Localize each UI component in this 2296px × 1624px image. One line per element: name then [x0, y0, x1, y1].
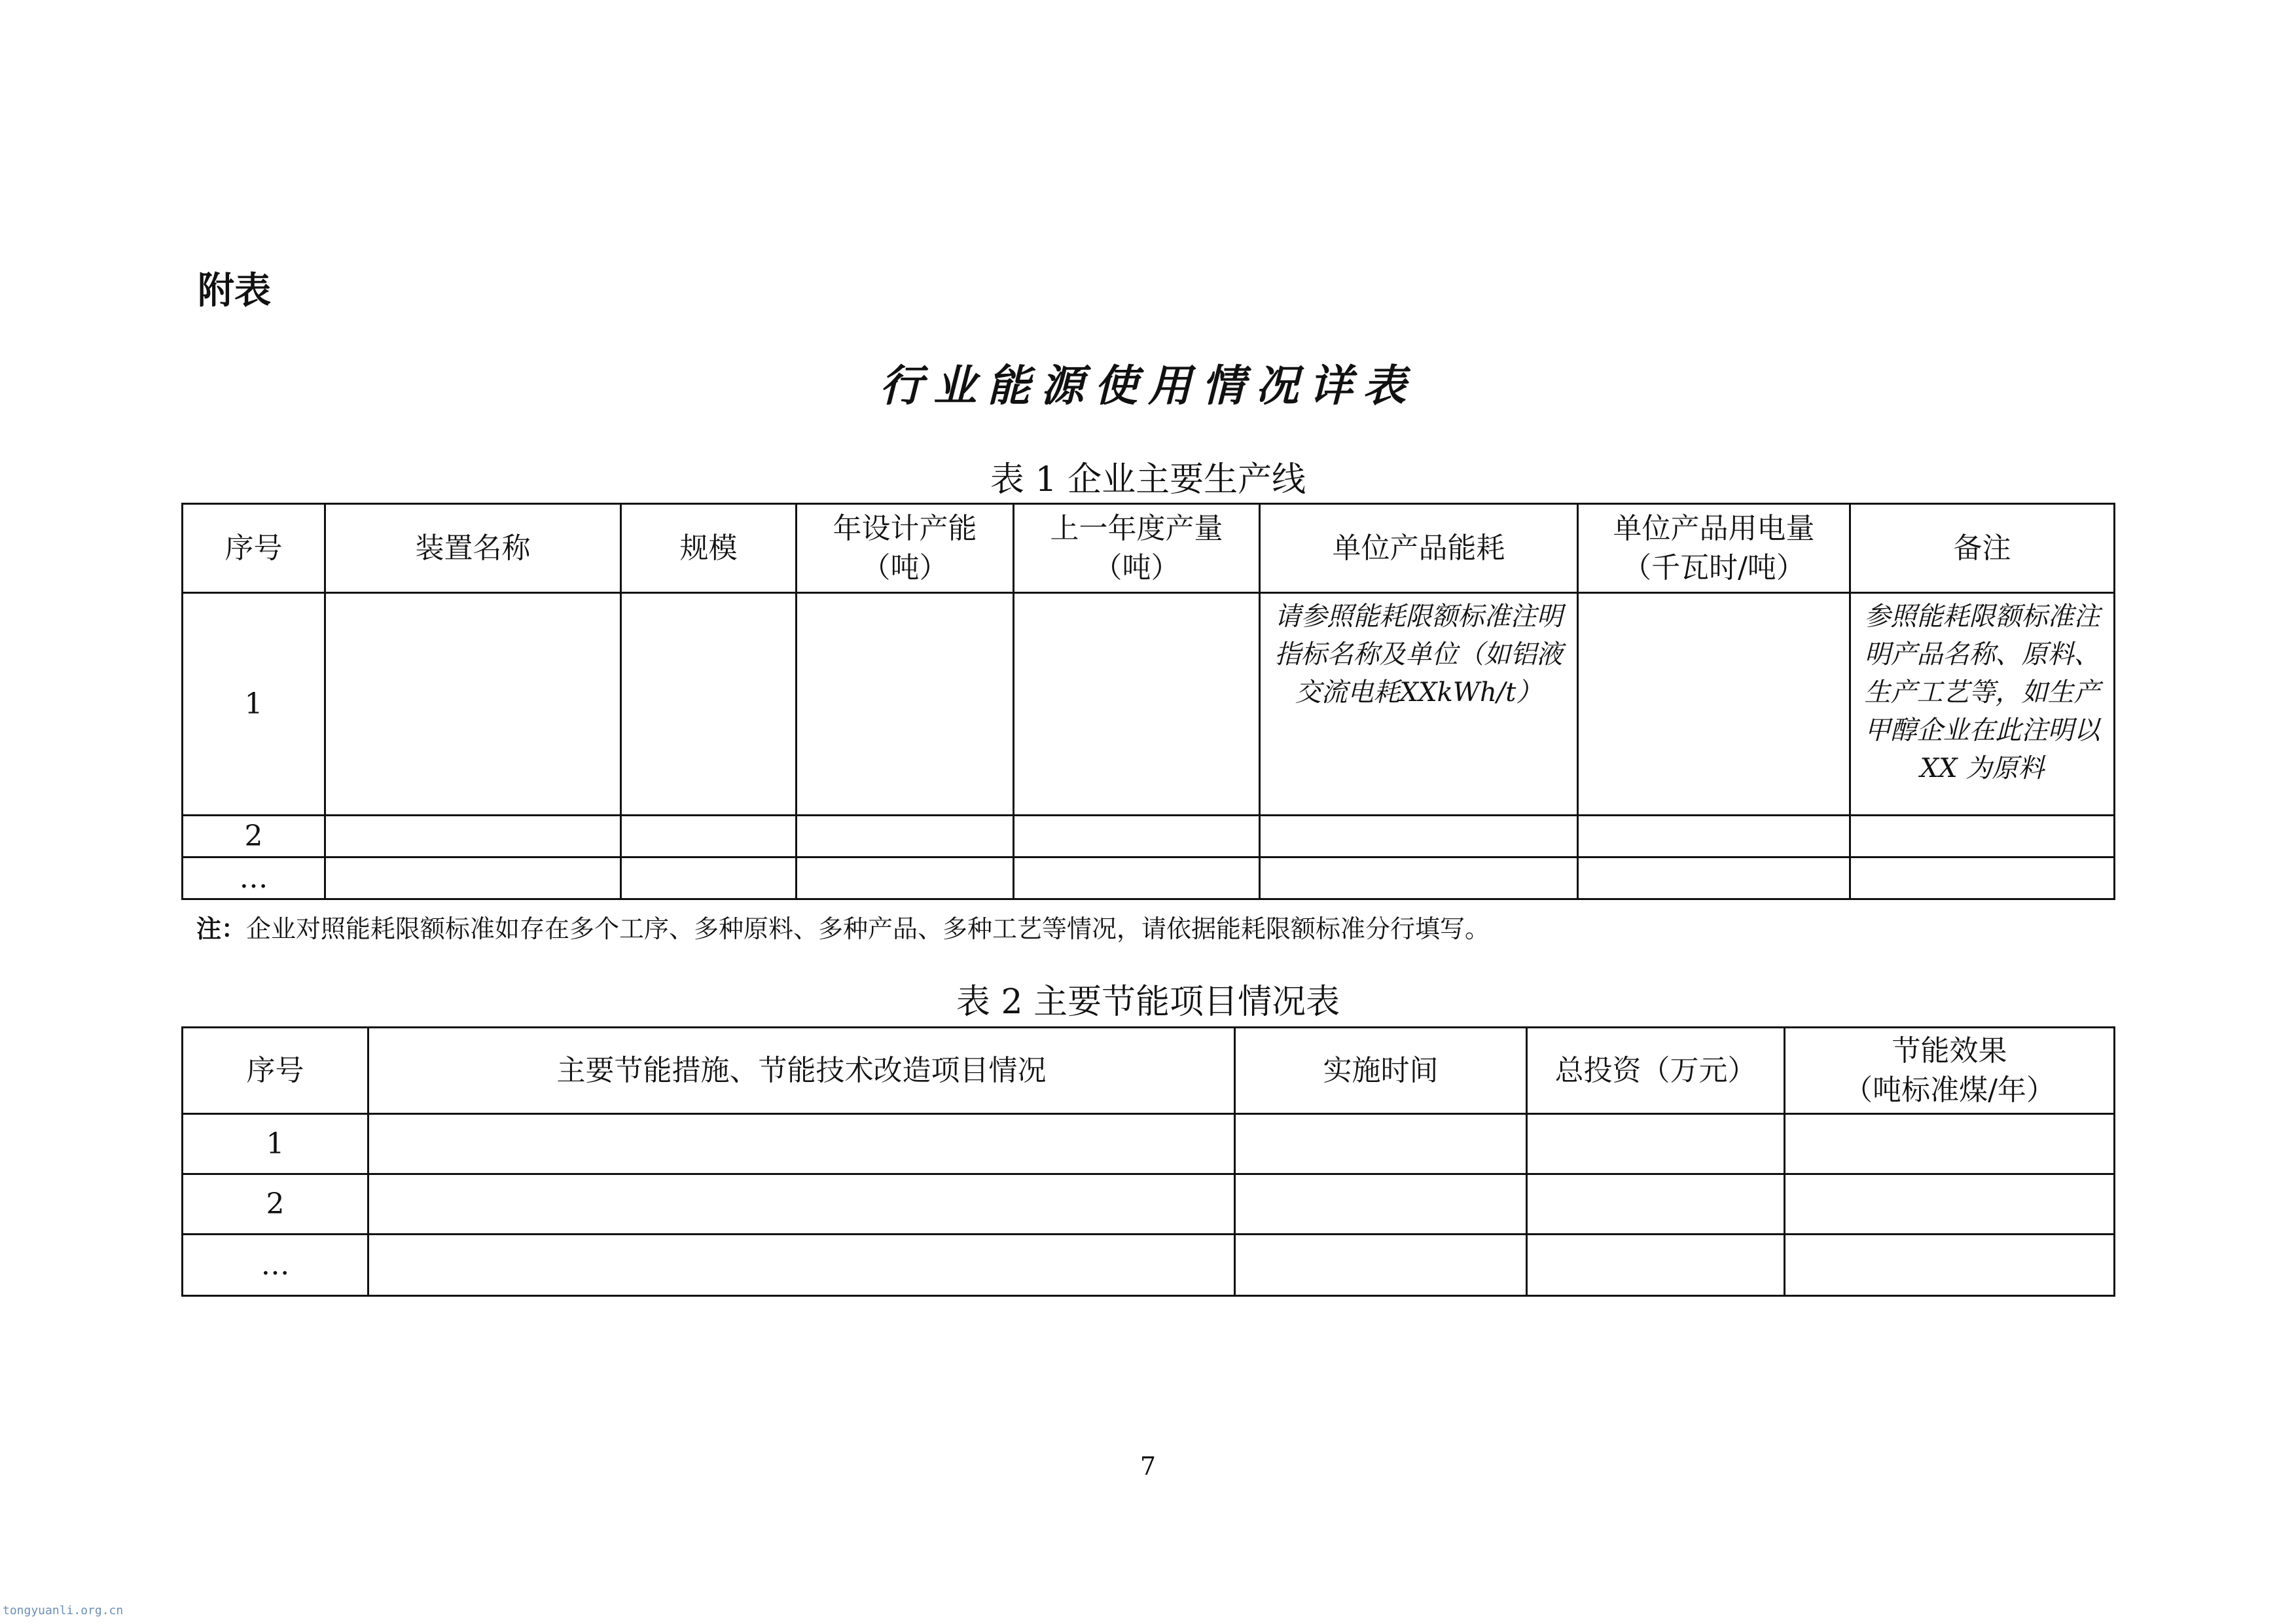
energy-cell[interactable] — [1260, 816, 1578, 857]
device-name-cell[interactable] — [325, 816, 621, 857]
effect-cell[interactable] — [1785, 1174, 2115, 1235]
investment-cell[interactable] — [1527, 1114, 1785, 1174]
effect-cell[interactable] — [1785, 1114, 2115, 1174]
remark-cell[interactable] — [1850, 857, 2115, 899]
row-number: 2 — [183, 1174, 368, 1235]
output-cell[interactable] — [1014, 816, 1260, 857]
time-cell[interactable] — [1235, 1235, 1527, 1296]
t1-header-device-name: 装置名称 — [325, 504, 621, 593]
production-lines-table — [181, 503, 2115, 900]
t1-header-remarks: 备注 — [1850, 504, 2115, 593]
table2-header-row — [183, 1028, 2115, 1114]
device-name-cell[interactable] — [325, 593, 621, 816]
t1-header-no: 序号 — [183, 504, 325, 593]
table-row — [183, 1174, 2115, 1235]
table-row — [183, 816, 2115, 857]
row-number: … — [183, 857, 325, 899]
t1-header-unit-electricity: 单位产品用电量 （千瓦时/吨） — [1578, 504, 1850, 593]
electricity-cell[interactable] — [1578, 857, 1850, 899]
table-row — [183, 593, 2115, 816]
energy-cell[interactable] — [1260, 857, 1578, 899]
time-cell[interactable] — [1235, 1114, 1527, 1174]
remark-cell[interactable] — [1850, 816, 2115, 857]
t2-header-measures: 主要节能措施、节能技术改造项目情况 — [368, 1028, 1235, 1114]
investment-cell[interactable] — [1527, 1174, 1785, 1235]
appendix-label: 附表 — [198, 270, 271, 312]
note-text: 企业对照能耗限额标准如存在多个工序、多种原料、多种产品、多种工艺等情况，请依据能耗限额标准分行填写。 — [246, 914, 1490, 943]
t1-header-last-year-output: 上一年度产量 （吨） — [1014, 504, 1260, 593]
energy-hint-cell[interactable]: 请参照能耗限额标准注明指标名称及单位（如铝液交流电耗XXkWh/t） — [1260, 593, 1578, 816]
table-row — [183, 1114, 2115, 1174]
t1-header-scale: 规模 — [621, 504, 797, 593]
table-row — [183, 857, 2115, 899]
t2-header-no: 序号 — [183, 1028, 368, 1114]
output-cell[interactable] — [1014, 593, 1260, 816]
electricity-cell[interactable] — [1578, 593, 1850, 816]
row-number: … — [183, 1235, 368, 1296]
time-cell[interactable] — [1235, 1174, 1527, 1235]
measures-cell[interactable] — [368, 1235, 1235, 1296]
investment-cell[interactable] — [1527, 1235, 1785, 1296]
page-number: 7 — [1139, 1452, 1157, 1481]
scale-cell[interactable] — [621, 857, 797, 899]
row-number: 2 — [183, 816, 325, 857]
design-capacity-cell[interactable] — [797, 857, 1014, 899]
table1-note — [196, 909, 1490, 945]
t1-header-unit-energy: 单位产品能耗 — [1260, 504, 1578, 593]
t2-header-implementation-time: 实施时间 — [1235, 1028, 1527, 1114]
effect-cell[interactable] — [1785, 1235, 2115, 1296]
row-number: 1 — [183, 593, 325, 816]
t2-header-total-investment: 总投资（万元） — [1527, 1028, 1785, 1114]
watermark: tongyuanli.org.cn — [3, 1604, 124, 1617]
output-cell[interactable] — [1014, 857, 1260, 899]
measures-cell[interactable] — [368, 1174, 1235, 1235]
row-number: 1 — [183, 1114, 368, 1174]
design-capacity-cell[interactable] — [797, 593, 1014, 816]
device-name-cell[interactable] — [325, 857, 621, 899]
document-title: 行业能源使用情况详表 — [880, 360, 1416, 411]
table1-header-row — [183, 504, 2115, 593]
table1-caption: 表 1 企业主要生产线 — [990, 460, 1306, 499]
table2-caption: 表 2 主要节能项目情况表 — [956, 983, 1340, 1022]
energy-saving-projects-table — [181, 1026, 2115, 1297]
scale-cell[interactable] — [621, 593, 797, 816]
design-capacity-cell[interactable] — [797, 816, 1014, 857]
t1-header-design-capacity: 年设计产能 （吨） — [797, 504, 1014, 593]
measures-cell[interactable] — [368, 1114, 1235, 1174]
t2-header-saving-effect: 节能效果 （吨标准煤/年） — [1785, 1028, 2115, 1114]
electricity-cell[interactable] — [1578, 816, 1850, 857]
scale-cell[interactable] — [621, 816, 797, 857]
remark-hint-cell[interactable]: 参照能耗限额标准注明产品名称、原料、生产工艺等，如生产甲醇企业在此注明以XX 为原料 — [1850, 593, 2115, 816]
note-prefix: 注： — [196, 914, 247, 943]
table-row — [183, 1235, 2115, 1296]
